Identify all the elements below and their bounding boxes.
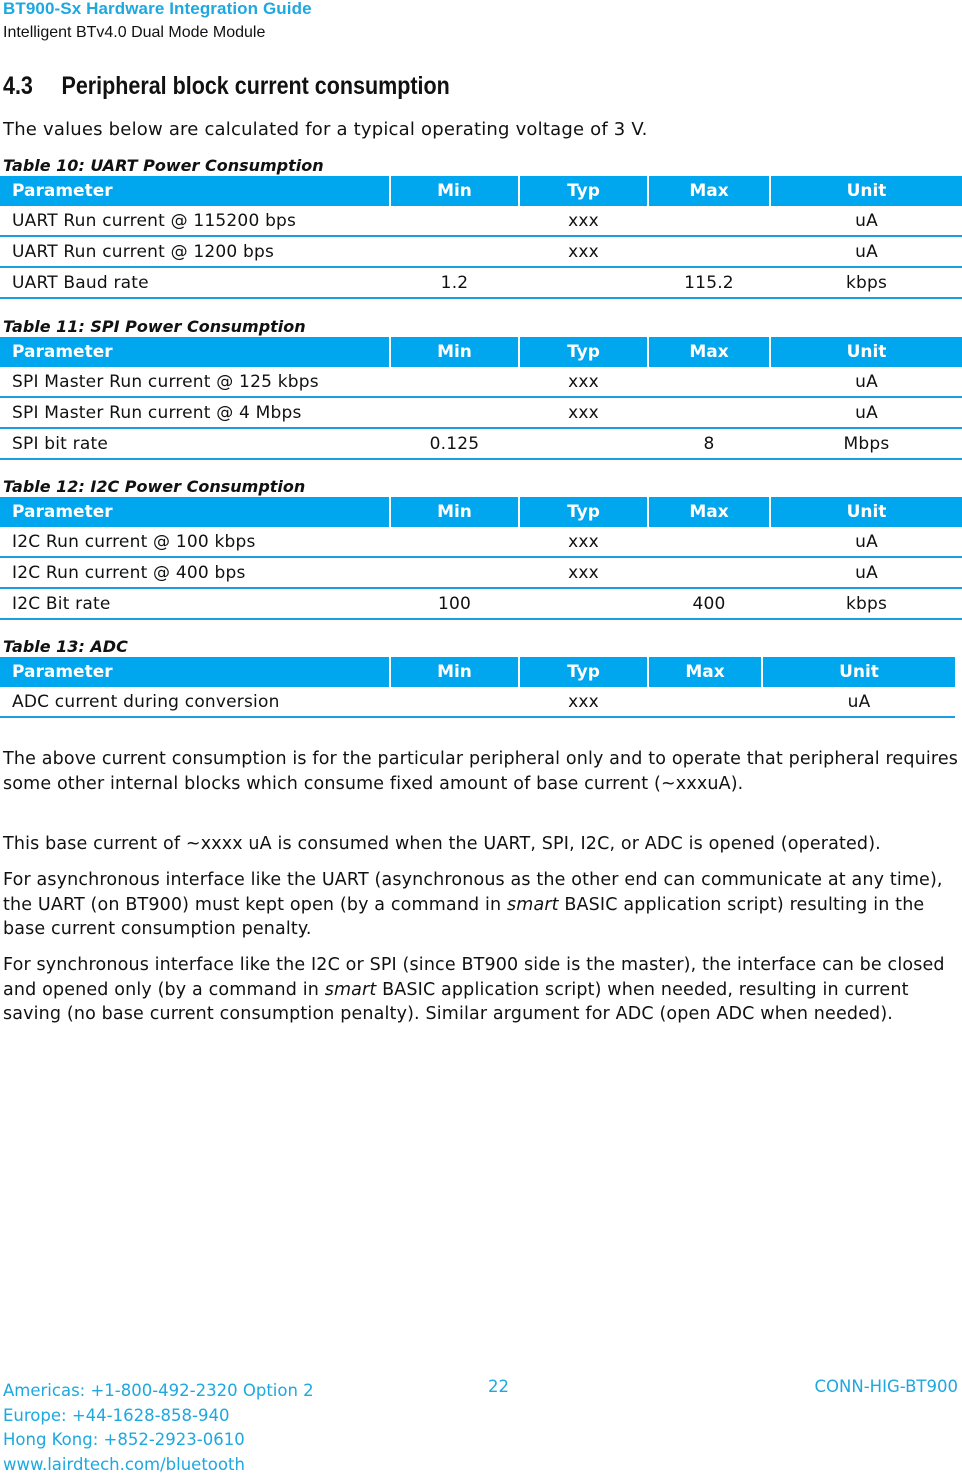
document-id: CONN-HIG-BT900 [815,1377,958,1396]
paragraph-base-current-intro: The above current consumption is for the particular peripheral only and to operate that peripheral requires some other internal blocks which consume fixed amount of base current (~xxxuA). [3,747,958,796]
cell-min [390,367,519,397]
cell-parameter: I2C Run current @ 100 kbps [0,527,390,557]
cell-typ: xxx [519,236,648,267]
footer-contacts [3,1379,314,1477]
table-header-row [0,657,955,687]
cell-parameter: SPI Master Run current @ 4 Mbps [0,397,390,428]
table-row [0,367,962,397]
table-row [0,557,962,588]
cell-typ: xxx [519,557,648,588]
text-run: BASIC application script) resulting in the base current consumption penalty. [3,895,924,940]
cell-typ [519,267,648,298]
header-max: Max [648,176,770,206]
cell-min [390,527,519,557]
cell-unit: uA [762,687,955,717]
section-number: 4.3 [3,72,61,101]
footer-americas: Americas: +1-800-492-2320 Option 2 [3,1379,314,1404]
table-row [0,428,962,459]
cell-typ: xxx [519,527,648,557]
cell-min [390,397,519,428]
header-parameter: Parameter [0,176,390,206]
cell-typ [519,588,648,619]
text-run: BASIC application script) when needed, resulting in current saving (no base current consumption penalty). Similar argument for ADC (open ADC when needed). [3,980,909,1025]
text-run: For synchronous interface like the I2C or SPI (since BT900 side is the master), the interface can be closed and opened only (by a command in [3,955,945,1000]
cell-max [648,397,770,428]
table-caption: Table 13: ADC [0,636,955,657]
section-title: Peripheral block current consumption [61,72,449,100]
header-min: Min [390,176,519,206]
header-typ: Typ [519,657,648,687]
cell-typ [519,428,648,459]
table-row [0,236,962,267]
text-emphasis: smart [325,980,377,1000]
i2c-table-block [0,476,962,620]
document-title: BT900-Sx Hardware Integration Guide [3,0,312,19]
cell-unit: uA [770,367,962,397]
paragraph-asynchronous [3,868,958,942]
table-header-row [0,497,962,527]
cell-typ: xxx [519,367,648,397]
header-max: Max [648,497,770,527]
spi-table-block [0,316,962,460]
cell-parameter: UART Run current @ 1200 bps [0,236,390,267]
cell-max [648,206,770,236]
table-row [0,687,955,717]
cell-parameter: UART Run current @ 115200 bps [0,206,390,236]
cell-max [648,527,770,557]
cell-unit: kbps [770,588,962,619]
cell-parameter: I2C Run current @ 400 bps [0,557,390,588]
table-row [0,397,962,428]
cell-typ: xxx [519,687,648,717]
cell-max: 115.2 [648,267,770,298]
table-row [0,588,962,619]
table-row [0,206,962,236]
footer-hong-kong: Hong Kong: +852-2923-0610 [3,1428,314,1453]
cell-max [648,687,762,717]
cell-unit: uA [770,206,962,236]
cell-min [390,557,519,588]
cell-min: 100 [390,588,519,619]
header-unit: Unit [770,337,962,367]
header-max: Max [648,337,770,367]
header-unit: Unit [770,176,962,206]
page-number: 22 [488,1377,509,1396]
footer-europe: Europe: +44-1628-858-940 [3,1404,314,1429]
cell-typ: xxx [519,397,648,428]
paragraph-base-current-usage: This base current of ~xxxx uA is consumed when the UART, SPI, I2C, or ADC is opened (operated). [3,832,958,857]
cell-max [648,236,770,267]
table-caption: Table 12: I2C Power Consumption [0,476,962,497]
document-subtitle: Intelligent BTv4.0 Dual Mode Module [3,24,265,42]
header-min: Min [390,497,519,527]
paragraph-synchronous [3,953,958,1027]
header-parameter: Parameter [0,657,390,687]
uart-table-block [0,155,962,299]
header-typ: Typ [519,176,648,206]
table-caption: Table 10: UART Power Consumption [0,155,962,176]
table-caption: Table 11: SPI Power Consumption [0,316,962,337]
footer-website-link[interactable]: www.lairdtech.com/bluetooth [3,1453,314,1477]
cell-max: 8 [648,428,770,459]
header-unit: Unit [762,657,955,687]
cell-unit: uA [770,397,962,428]
text-run: For asynchronous interface like the UART (asynchronous as the other end can communicate at any time), the UART (on BT900) must kept open (by a command in [3,870,943,915]
cell-max [648,367,770,397]
cell-unit: uA [770,527,962,557]
cell-max: 400 [648,588,770,619]
cell-unit: Mbps [770,428,962,459]
spi-power-table [0,337,962,460]
header-max: Max [648,657,762,687]
intro-text: The values below are calculated for a typical operating voltage of 3 V. [3,119,648,140]
table-header-row [0,337,962,367]
uart-power-table [0,176,962,299]
cell-min [390,236,519,267]
i2c-power-table [0,497,962,620]
header-min: Min [390,337,519,367]
adc-table-block [0,636,955,718]
cell-min [390,206,519,236]
cell-parameter: I2C Bit rate [0,588,390,619]
header-parameter: Parameter [0,497,390,527]
cell-min [390,687,519,717]
cell-min: 1.2 [390,267,519,298]
header-typ: Typ [519,497,648,527]
cell-max [648,557,770,588]
section-heading [3,72,450,101]
header-typ: Typ [519,337,648,367]
table-row [0,267,962,298]
cell-typ: xxx [519,206,648,236]
cell-unit: kbps [770,267,962,298]
cell-parameter: ADC current during conversion [0,687,390,717]
cell-parameter: SPI bit rate [0,428,390,459]
text-emphasis: smart [507,895,559,915]
table-header-row [0,176,962,206]
header-parameter: Parameter [0,337,390,367]
cell-unit: uA [770,557,962,588]
cell-unit: uA [770,236,962,267]
table-row [0,527,962,557]
header-unit: Unit [770,497,962,527]
cell-min: 0.125 [390,428,519,459]
adc-table [0,657,955,718]
cell-parameter: SPI Master Run current @ 125 kbps [0,367,390,397]
cell-parameter: UART Baud rate [0,267,390,298]
header-min: Min [390,657,519,687]
